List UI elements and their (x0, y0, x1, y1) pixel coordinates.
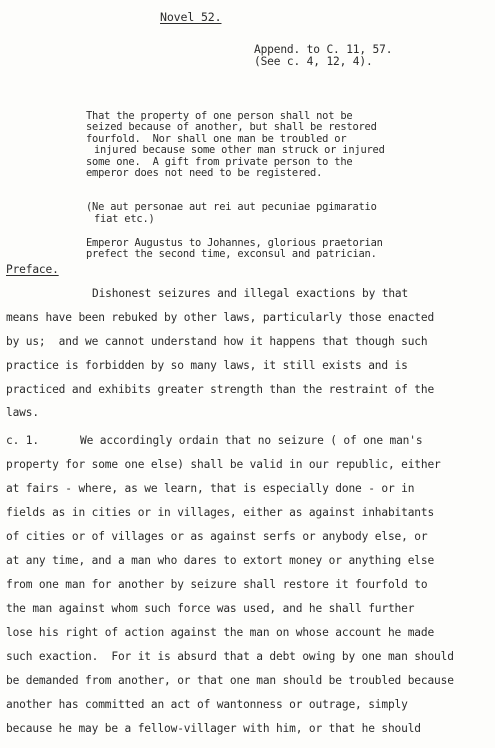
preface-line: Dishonest seizures and illegal exactions by that (92, 287, 409, 300)
preface-line: means have been rebuked by other laws, particularly those enacted (6, 311, 435, 324)
section-line: at fairs - where, as we learn, that is especially done - or in (6, 482, 415, 495)
section-line: from one man for another by seizure shall restore it fourfold to (6, 578, 428, 591)
latin-line: fiat etc.) (94, 213, 155, 225)
section-line: at any time, and a man who dares to extort money or anything else (6, 554, 435, 567)
address-line: Emperor Augustus to Johannes, glorious praetorian (86, 237, 383, 249)
section-line: such exaction. For it is absurd that a debt owing by one man should (6, 650, 454, 663)
summary-line: some one. A gift from private person to the (86, 156, 353, 168)
summary-line: That the property of one person shall not be (86, 110, 353, 122)
section-line: of cities or of villages or as against serfs or anybody else, or (6, 530, 428, 543)
latin-line: (Ne aut personae aut rei aut pecuniae pgimaratio (86, 201, 377, 213)
summary-line: injured because some other man struck or injured (94, 144, 385, 156)
summary-line: emperor does not need to be registered. (86, 167, 323, 179)
reference-line-1: Append. to C. 11, 57. (254, 43, 393, 56)
section-line: be demanded from another, or that one man should be troubled because (6, 674, 454, 687)
address-line: prefect the second time, exconsul and patrician. (86, 248, 377, 260)
page-title: Novel 52. (160, 10, 222, 24)
preface-line: laws. (6, 406, 39, 419)
summary-line: seized because of another, but shall be restored (86, 121, 377, 133)
section-line: because he may be a fellow-villager with him, or that he should (6, 722, 421, 735)
section-line: lose his right of action against the man on whose account he made (6, 626, 435, 639)
section-label: c. 1. (6, 434, 39, 447)
preface-line: practiced and exhibits greater strength than the restraint of the (6, 383, 435, 396)
section-line: another has committed an act of wantonness or outrage, simply (6, 698, 408, 711)
reference-line-2: (See c. 4, 12, 4). (254, 55, 373, 68)
section-line: the man against whom such force was used, and he shall further (6, 602, 415, 615)
preface-heading: Preface. (6, 263, 59, 276)
section-line: We accordingly ordain that no seizure ( of one man's (80, 434, 423, 447)
section-line: property for some one else) shall be valid in our republic, either (6, 458, 441, 471)
preface-line: practice is forbidden by so many laws, it still exists and is (6, 359, 408, 372)
summary-line: fourfold. Nor shall one man be troubled or (86, 133, 347, 145)
preface-line: by us; and we cannot understand how it happens that though such (6, 335, 428, 348)
section-line: fields as in cities or in villages, either as against inhabitants (6, 506, 435, 519)
